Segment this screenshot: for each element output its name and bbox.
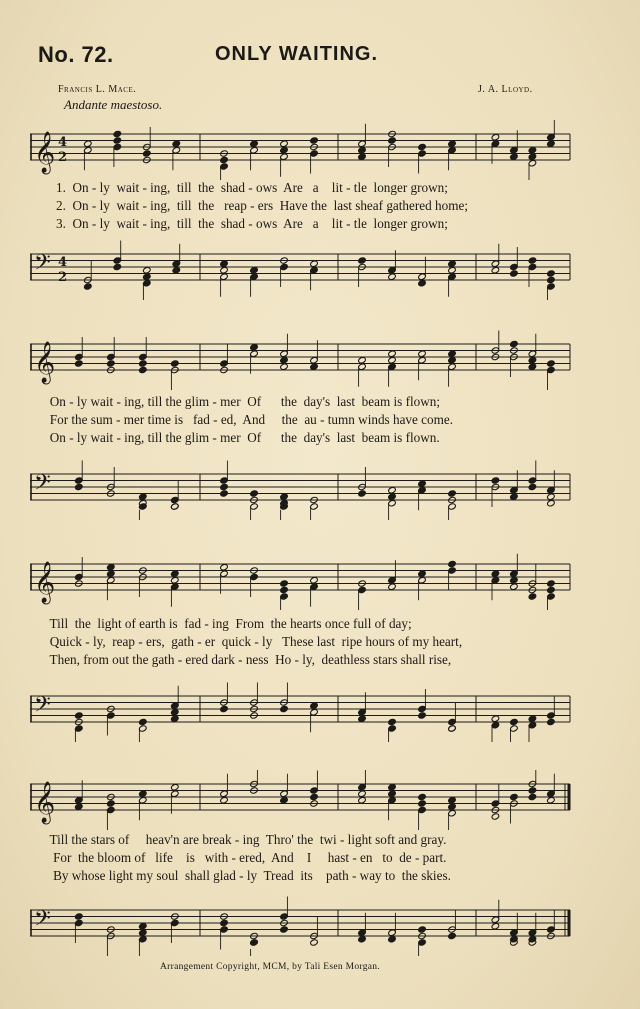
treble-clef-icon: 𝄞 [34, 132, 56, 173]
music-system-1 [30, 112, 578, 302]
note-head [139, 923, 148, 930]
note-head [510, 493, 519, 500]
music-system-3 [30, 542, 578, 742]
treble-staff [30, 330, 578, 390]
note-head [448, 932, 457, 939]
note-head [172, 267, 181, 274]
note-head [358, 490, 367, 497]
note-head [528, 715, 537, 722]
note-head [418, 793, 427, 800]
hymn-number: No. 72. [38, 42, 114, 67]
note-head [528, 153, 537, 160]
tempo-marking: Andante maestoso. [64, 97, 163, 112]
note-head [310, 793, 319, 800]
note-head [358, 357, 367, 364]
note-head [491, 715, 500, 722]
note-head [358, 153, 367, 160]
bass-staff [30, 460, 578, 520]
note-head [280, 140, 289, 147]
note-head [171, 360, 180, 367]
note-head [528, 357, 537, 364]
note-head [280, 705, 289, 712]
note-head [250, 344, 259, 351]
note-head [388, 273, 397, 280]
note-head [388, 784, 397, 791]
note-head [171, 715, 180, 722]
time-signature-top: 4 [58, 255, 68, 270]
lyric-verse-2: Quick - ly, reap - ers, gath - er quick - ly These last ripe hours of my heart, [30, 634, 463, 649]
note-head [418, 480, 427, 487]
note-head [448, 490, 457, 497]
treble-staff [30, 770, 578, 830]
note-head [310, 577, 319, 584]
bass-staff [30, 240, 578, 300]
note-head [388, 350, 397, 357]
note-head [528, 787, 537, 794]
lyric-verse-2: For the sum - mer time is fad - ed, And the au - tumn winds have come. [30, 412, 454, 427]
note-head [280, 363, 289, 370]
note-head [310, 939, 319, 946]
note-head [84, 140, 93, 147]
note-head [510, 577, 519, 584]
note-head [75, 913, 84, 920]
note-head [250, 490, 259, 497]
note-head [547, 276, 556, 283]
note-head [448, 803, 457, 810]
note-head [448, 797, 457, 804]
hymn-title: ONLY WAITING. [215, 43, 379, 65]
bass-clef-icon: 𝄢 [34, 906, 51, 937]
note-head [418, 143, 427, 150]
lyric-verse-1: Till the light of earth is fad - ing From the hearts once full of day; [30, 616, 412, 631]
note-head [310, 363, 319, 370]
note-head [250, 939, 259, 946]
note-head [220, 705, 229, 712]
note-head [547, 500, 556, 507]
lyric-verse-1: Till the stars of heav'n are break - ing Thro' the twi - light soft and gray. [30, 832, 447, 847]
note-head [547, 270, 556, 277]
note-head [139, 360, 148, 367]
note-head [448, 725, 457, 732]
note-head [418, 570, 427, 577]
note-head [358, 797, 367, 804]
note-head [358, 790, 367, 797]
bass-staff [30, 896, 578, 956]
note-head [491, 923, 500, 930]
note-head [528, 793, 537, 800]
note-head [171, 503, 180, 510]
note-head [528, 363, 537, 370]
note-head [107, 570, 116, 577]
lyric-verse-3: Then, from out the gath - ered dark - ness Ho - ly, deathless stars shall rise, [30, 652, 452, 667]
note-head [418, 926, 427, 933]
note-head [220, 490, 229, 497]
note-head [310, 702, 319, 709]
note-head [491, 477, 500, 484]
note-head [171, 570, 180, 577]
note-head [143, 267, 152, 274]
note-head [418, 350, 427, 357]
lyric-verse-3: 3. On - ly wait - ing, till the shad - ows Are a lit - tle longer grown; [56, 216, 448, 231]
note-head [547, 360, 556, 367]
note-head [528, 147, 537, 154]
note-head [491, 570, 500, 577]
note-head [388, 357, 397, 364]
note-head [358, 715, 367, 722]
note-head [139, 493, 148, 500]
note-head [75, 483, 84, 490]
bass-staff [30, 682, 578, 742]
note-head [388, 583, 397, 590]
lyric-verse-3: On - ly wait - ing, till the glim - mer Of the day's last beam is flown. [30, 430, 440, 445]
treble-staff [30, 120, 578, 180]
note-head [172, 140, 181, 147]
note-head [547, 718, 556, 725]
note-head [139, 718, 148, 725]
note-head [510, 153, 519, 160]
composer-credit: J. A. Lloyd. [478, 84, 533, 95]
note-head [388, 487, 397, 494]
note-head [358, 257, 367, 264]
note-head [84, 283, 93, 290]
note-head [75, 803, 84, 810]
treble-staff [30, 550, 578, 610]
note-head [418, 280, 427, 287]
note-head [547, 493, 556, 500]
note-head [280, 926, 289, 933]
note-head [143, 273, 152, 280]
note-head [280, 580, 289, 587]
note-head [491, 134, 500, 141]
note-head [143, 150, 152, 157]
time-signature-bottom: 2 [58, 270, 68, 285]
lyricist-credit: Francis L. Mace. [58, 84, 137, 95]
note-head [418, 712, 427, 719]
note-head [171, 784, 180, 791]
note-head [220, 919, 229, 926]
note-head [107, 360, 116, 367]
treble-clef-icon: 𝄞 [34, 342, 56, 383]
note-head [113, 137, 122, 144]
note-head [388, 936, 397, 943]
lyric-verse-3: By whose light my soul shall glad - ly Tread its path - way to the skies. [30, 868, 451, 883]
note-head [220, 564, 229, 571]
note-head [418, 800, 427, 807]
note-head [510, 270, 519, 277]
note-head [310, 137, 319, 144]
note-head [491, 267, 500, 274]
note-head [388, 137, 397, 144]
note-head [491, 813, 500, 820]
time-signature-bottom: 2 [58, 150, 68, 165]
note-head [358, 936, 367, 943]
note-head [171, 577, 180, 584]
note-head [75, 360, 84, 367]
lyric-verse-2: 2. On - ly wait - ing, till the reap - ers Have the last sheaf gathered home; [56, 198, 468, 213]
note-head [510, 583, 519, 590]
note-head [510, 718, 519, 725]
lyric-verse-1: On - ly wait - ing, till the glim - mer Of the day's last beam is flown; [30, 394, 441, 409]
note-head [280, 493, 289, 500]
lyric-verse-2: For the bloom of life is with - ered, And I hast - en to de - part. [30, 850, 447, 865]
note-head [113, 263, 122, 270]
note-head [107, 800, 116, 807]
note-head [547, 580, 556, 587]
note-head [547, 140, 556, 147]
note-head [220, 483, 229, 490]
note-head [448, 260, 457, 267]
note-head [280, 147, 289, 154]
copyright-notice: Arrangement Copyright, MCM, by Tali Esen Morgan. [160, 962, 380, 972]
note-head [139, 366, 148, 373]
note-head [388, 718, 397, 725]
note-head [113, 130, 122, 137]
note-head [388, 493, 397, 500]
note-head [448, 350, 457, 357]
lyric-verse-1: 1. On - ly wait - ing, till the shad - ows Are a lit - tle longer grown; [56, 180, 448, 195]
note-head [220, 267, 229, 274]
note-head [528, 483, 537, 490]
note-head [528, 257, 537, 264]
note-head [448, 267, 457, 274]
note-head [310, 260, 319, 267]
note-head [75, 712, 84, 719]
bass-clef-icon: 𝄢 [34, 470, 51, 501]
note-head [280, 797, 289, 804]
treble-clef-icon: 𝄞 [34, 562, 56, 603]
note-head [107, 564, 116, 571]
note-head [547, 797, 556, 804]
note-head [250, 140, 259, 147]
music-system-4 [30, 762, 578, 962]
note-head [510, 340, 519, 347]
note-head [358, 147, 367, 154]
note-head [388, 790, 397, 797]
bass-clef-icon: 𝄢 [34, 692, 51, 723]
note-head [280, 586, 289, 593]
note-head [250, 267, 259, 274]
note-head [139, 929, 148, 936]
note-head [448, 140, 457, 147]
note-head [510, 793, 519, 800]
note-head [528, 593, 537, 600]
time-signature-top: 4 [58, 135, 68, 150]
note-head [547, 586, 556, 593]
note-head [171, 709, 180, 716]
note-head [220, 797, 229, 804]
note-head [448, 357, 457, 364]
note-head [139, 790, 148, 797]
treble-clef-icon: 𝄞 [34, 782, 56, 823]
bass-clef-icon: 𝄢 [34, 250, 51, 281]
note-head [448, 560, 457, 567]
note-head [220, 260, 229, 267]
note-head [220, 156, 229, 163]
music-system-2 [30, 322, 578, 522]
note-head [280, 357, 289, 364]
